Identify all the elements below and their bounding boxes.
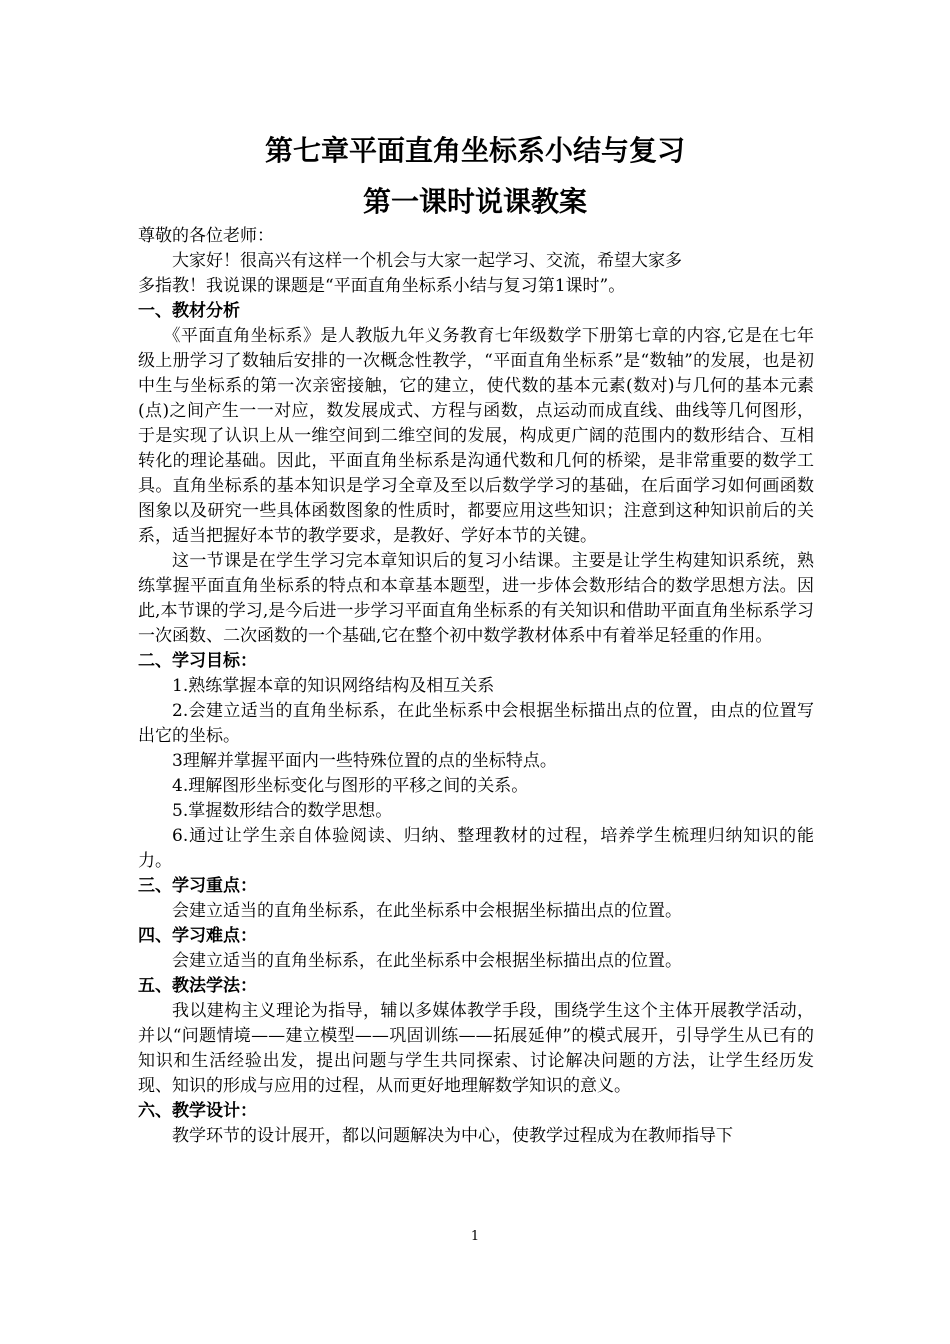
goal-item: 2.会建立适当的直角坐标系，在此坐标系中会根据坐标描出点的位置，由点的位置写出它的坐标。 [138, 701, 814, 746]
goal-item: 5.掌握数形结合的数学思想。 [172, 801, 393, 821]
goal-item: 1.熟练掌握本章的知识网络结构及相互关系 [172, 676, 495, 696]
methods-text: 我以建构主义理论为指导，辅以多媒体教学手段，围绕学生这个主体开展教学活动，并以“问题情境——建立模型——巩固训练——拓展延伸”的模式展开，引导学生从已有的知识和生活经验出发，提出问题与学生共同探索、讨论解决问题的方法，让学生经历发现、知识的形成与应用的过程，从而更好地理解数学知识的意义。 [138, 1001, 814, 1096]
document-body [138, 224, 814, 1149]
page-number: 1 [470, 1229, 480, 1244]
intro-line-2: 多指教！我说课的课题是“平面直角坐标系小结与复习第1课时”。 [138, 276, 626, 296]
section-heading-key-points: 三、学习重点： [138, 876, 257, 896]
key-points-text: 会建立适当的直角坐标系，在此坐标系中会根据坐标描出点的位置。 [172, 901, 682, 921]
greeting: 尊敬的各位老师： [138, 226, 274, 246]
design-text: 教学环节的设计展开，都以问题解决为中心，使教学过程成为在教师指导下 [172, 1126, 733, 1146]
goal-item: 3理解并掌握平面内一些特殊位置的点的坐标特点。 [172, 751, 557, 771]
section-heading-material: 一、教材分析 [138, 301, 240, 321]
goal-item: 6.通过让学生亲自体验阅读、归纳、整理教材的过程，培养学生梳理归纳知识的能力。 [138, 826, 814, 871]
intro-line-1: 大家好！很高兴有这样一个机会与大家一起学习、交流，希望大家多 [172, 251, 682, 271]
section-heading-goals: 二、学习目标： [138, 651, 257, 671]
difficulties-text: 会建立适当的直角坐标系，在此坐标系中会根据坐标描出点的位置。 [172, 951, 682, 971]
section-heading-difficulties: 四、学习难点： [138, 926, 257, 946]
document-subtitle: 第一课时说课教案 [362, 185, 587, 218]
material-paragraph-2: 这一节课是在学生学习完本章知识后的复习小结课。主要是让学生构建知识系统，熟练掌握平面直角坐标系的特点和本章基本题型，进一步体会数形结合的数学思想方法。因此,本节课的学习,是今后进一步学习平面直角坐标系的有关知识和借助平面直角坐标系学习一次函数、二次函数的一个基础,它在整个初中数学教材体系中有着举足轻重的作用。 [138, 551, 814, 646]
section-heading-design: 六、教学设计： [138, 1101, 257, 1121]
goal-item: 4.理解图形坐标变化与图形的平移之间的关系。 [172, 776, 529, 796]
document-title: 第七章平面直角坐标系小结与复习 [264, 134, 685, 167]
material-paragraph-1: 《平面直角坐标系》是人教版九年义务教育七年级数学下册第七章的内容,它是在七年级上册学习了数轴后安排的一次概念性教学，“平面直角坐标系”是“数轴”的发展，也是初中生与坐标系的第一次亲密接触，它的建立，使代数的基本元素(数对)与几何的基本元素(点)之间产生一一对应，数发展成式、方程与函数，点运动而成直线、曲线等几何图形，于是实现了认识上从一维空间到二维空间的发展，构成更广阔的范围内的数形结合、互相转化的理论基础。因此，平面直角坐标系是沟通代数和几何的桥梁，是非常重要的数学工具。直角坐标系的基本知识是学习全章及至以后数学学习的基础，在后面学习如何画函数图象以及研究一些具体函数图象的性质时，都要应用这些知识；注意到这种知识前后的关系，适当把握好本节的教学要求，是教好、学好本节的关键。 [138, 326, 814, 546]
section-heading-methods: 五、教法学法： [138, 976, 257, 996]
